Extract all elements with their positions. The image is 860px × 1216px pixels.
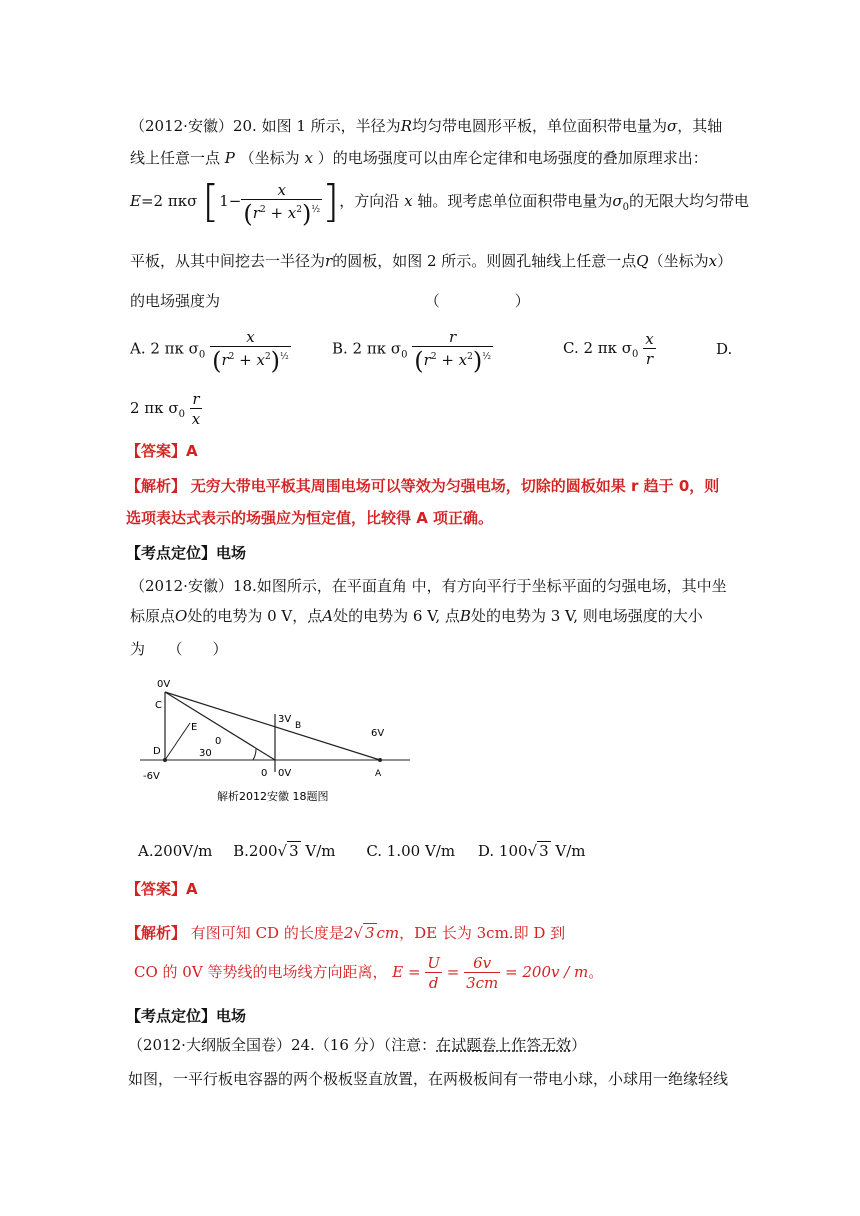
line-DE [165,723,190,760]
q20-analysis-1 [126,475,719,497]
label-0V-top: 0V [157,679,171,690]
formula-numerator: x [277,180,286,199]
q20-line-4 [130,250,732,272]
q24-source-end: ） [571,1036,587,1054]
var-O: O [175,607,188,625]
line-CO [165,692,275,760]
q18-line-3: 为 （ ） [130,640,228,658]
var-R: R [400,117,412,135]
q18-line-2 [130,605,703,627]
label-0V-bottom: 0V [278,768,292,779]
option-B-unit: V/m [300,842,336,860]
den-r: r [423,351,431,369]
q20-option-D-label [716,338,732,360]
analysis-text-2: ，DE 长为 3cm.即 D 到 [399,924,566,942]
eq-3cm: 3cm [466,973,499,992]
eq-d: d [425,972,442,993]
q20-line-2 [130,147,708,169]
var-Q: Q [636,252,649,270]
q20-formula-line [130,178,749,231]
den-x: + x [436,351,468,369]
position-tag: 【考点定位】电场 [126,1007,247,1025]
den: r [643,348,655,369]
option-D-fraction [190,390,202,429]
option-D-coef: 2 πκ σ [130,399,179,417]
eq-sign: = [441,963,465,981]
text: 处的电势为 0 V，点 [187,607,323,625]
q20-option-D [130,388,202,435]
var-B: B [459,607,471,625]
q18-answer: 【答案】A [126,880,198,898]
label-B: B [295,721,302,731]
option-B-fraction [412,328,493,375]
text: 处的电势为 3 V, 则电场强度的大小 [470,607,703,625]
text: （坐标为 [239,149,300,167]
num: x [246,328,255,346]
den-exp: ½ [280,352,289,362]
text: （坐标为 [648,252,709,270]
text: 的电场强度为 [130,292,221,310]
var-r: r [325,252,333,270]
q24-source: （2012·大纲版全国卷）24.（16 分）（注意： [128,1036,437,1054]
option-A-label: A. 2 πκ σ [130,339,199,358]
bracket-right: ] [322,176,340,227]
num: r [192,389,200,408]
q18-figure [135,672,415,812]
text: 处的电势为 6 V, 点 [333,607,460,625]
q18-analysis-1: 【解析】 有图可知 CD 的长度是2√ 3 cm，DE 长为 3cm.即 D 到 [126,924,566,942]
analysis-text: 无穷大带电平板其周围电场可以等效为匀强电场，切除的圆板如果 r 趋于 0，则 [190,477,720,495]
num: r [449,328,457,346]
label-neg6V: -6V [143,771,160,782]
var-x: x [708,252,718,270]
label-0-bottom: 0 [261,768,268,779]
answer-blank: （ ） [424,292,530,310]
label-6V: 6V [371,728,385,739]
label-A: A [375,769,382,779]
var-P: P [224,149,235,167]
text: 平板，从其中间挖去一半径为 [130,252,326,270]
analysis-tag: 【解析】 [126,477,187,495]
option-C-fraction [643,330,655,369]
eq-6v: 6v [473,953,492,972]
formula-denominator: $(r^2 + x^2)^{\frac{1}{2}}$ [243,199,321,228]
option-B-root: 3 [289,842,299,860]
analysis-text-3: CO 的 0V 等势线的电场线方向距离， [134,963,388,981]
den-exp: ½ [311,204,321,215]
option-D: D. 100 [477,842,528,860]
text: 如图 1 所示，半径为 [261,117,401,135]
option-A: A.200V/m [138,842,213,860]
option-D-root: 3 [539,842,549,860]
option-C-label: C. 2 πκ σ [563,339,633,357]
text: ，方向沿 [339,192,400,210]
den-x: + x [265,203,297,222]
den-r: r [252,203,260,222]
q20-line-5 [130,290,530,312]
sub-0: 0 [632,349,639,360]
label-3V: 3V [278,714,292,725]
q18-source: （2012·安徽）18. [130,577,257,595]
q24-line-1: 如图，一平行板电容器的两个极板竖直放置，在两极板间有一带电小球，小球用一绝缘轻线 [128,1070,729,1088]
analysis-2: 2 [343,924,354,942]
den-r: r [221,351,229,369]
var-sigma0: σ [612,192,623,210]
eq-frac-6v [464,954,500,993]
q20-source: （2012·安徽）20. [130,117,257,135]
option-D-label: D. [716,340,733,358]
point-A [378,758,382,762]
den: $(r^2 + x^2)^{\frac{1}{2}}$ [414,347,491,375]
var-A: A [322,607,334,625]
sub-0: 0 [401,349,408,361]
formula-coef: =2 πκσ [140,192,198,210]
den: $(r^2 + x^2)^{\frac{1}{2}}$ [212,347,289,375]
text: 轴。现考虑单位面积带电量为 [417,192,613,210]
q20-option-B [332,328,493,376]
var-x: x [404,192,413,210]
eq-frac-Ud [425,954,442,993]
label-E: E [191,722,198,733]
option-B-label: B. 2 πκ σ [332,339,402,358]
eq-result: = 200v / m [500,963,589,981]
text: 的无限大均匀带电 [628,192,749,210]
q20-option-A [130,328,291,376]
q18-position [126,1005,246,1027]
q24-line-source [128,1034,586,1056]
text: 均匀带电圆形平板，单位面积带电量为 [411,117,667,135]
label-0-mid: 0 [215,736,222,747]
q18-line-1 [130,575,727,597]
sub-0: 0 [622,202,629,213]
formula-one: 1− [219,192,242,210]
bracket-left: [ [202,176,220,227]
text: ）的电场强度可以由库仑定律和电场强度的叠加原理求出： [317,149,708,167]
label-C: C [155,700,162,711]
var-x: x [304,149,313,167]
q20-line-1 [130,115,722,137]
text: 如图所示，在平面直角 中，有方向平行于坐标平面的匀强电场，其中坐 [256,577,727,595]
text: 的圆板，如图 2 所示。则圆孔轴线上任意一点 [332,252,637,270]
option-D-unit: V/m [550,842,586,860]
den: x [191,409,201,428]
label-D: D [153,746,161,757]
angle-arc [253,748,256,760]
formula-fraction [241,180,322,228]
q20-option-C [563,328,656,375]
q24-note: 在试题卷上作答无效 [436,1036,572,1054]
q20-position [126,542,246,564]
q18-analysis-2 [134,952,603,993]
analysis-root: 3 [364,924,375,942]
text: ） [717,252,733,270]
analysis-tag: 【解析】 [126,924,187,942]
option-A-fraction [210,328,291,375]
den-x: + x [234,351,265,369]
num: x [645,329,654,348]
label-30: 30 [199,748,212,759]
option-C: C. 1.00 V/m [366,842,456,860]
q18-options: A.200V/m B.200√ 3 V/m C. 1.00 V/m D. 100√ 3 V/m [138,842,586,860]
point-D [163,758,167,762]
eq-end: 。 [588,963,604,981]
var-sigma: σ [667,117,678,135]
analysis-cm: cm [376,924,400,942]
text: 线上任意一点 [130,149,221,167]
position-tag: 【考点定位】电场 [126,544,247,562]
sub-0: 0 [198,349,206,361]
option-B: B.200 [233,842,278,860]
text: 标原点 [130,607,176,625]
sub-0: 0 [178,409,185,420]
den-exp: ½ [482,352,491,362]
eq-sign: = [403,963,426,981]
formula-E: E [130,192,141,210]
eq-E: E [392,963,404,981]
analysis-text: 有图可知 CD 的长度是 [190,924,344,942]
text: ，其轴 [677,117,723,135]
q20-answer: 【答案】A [126,442,198,460]
eq-U: U [427,953,440,972]
q20-analysis-2: 选项表达式表示的场强应为恒定值，比较得 A 项正确。 [126,509,494,527]
figure-caption: 解析2012安徽 18题图 [217,790,329,803]
